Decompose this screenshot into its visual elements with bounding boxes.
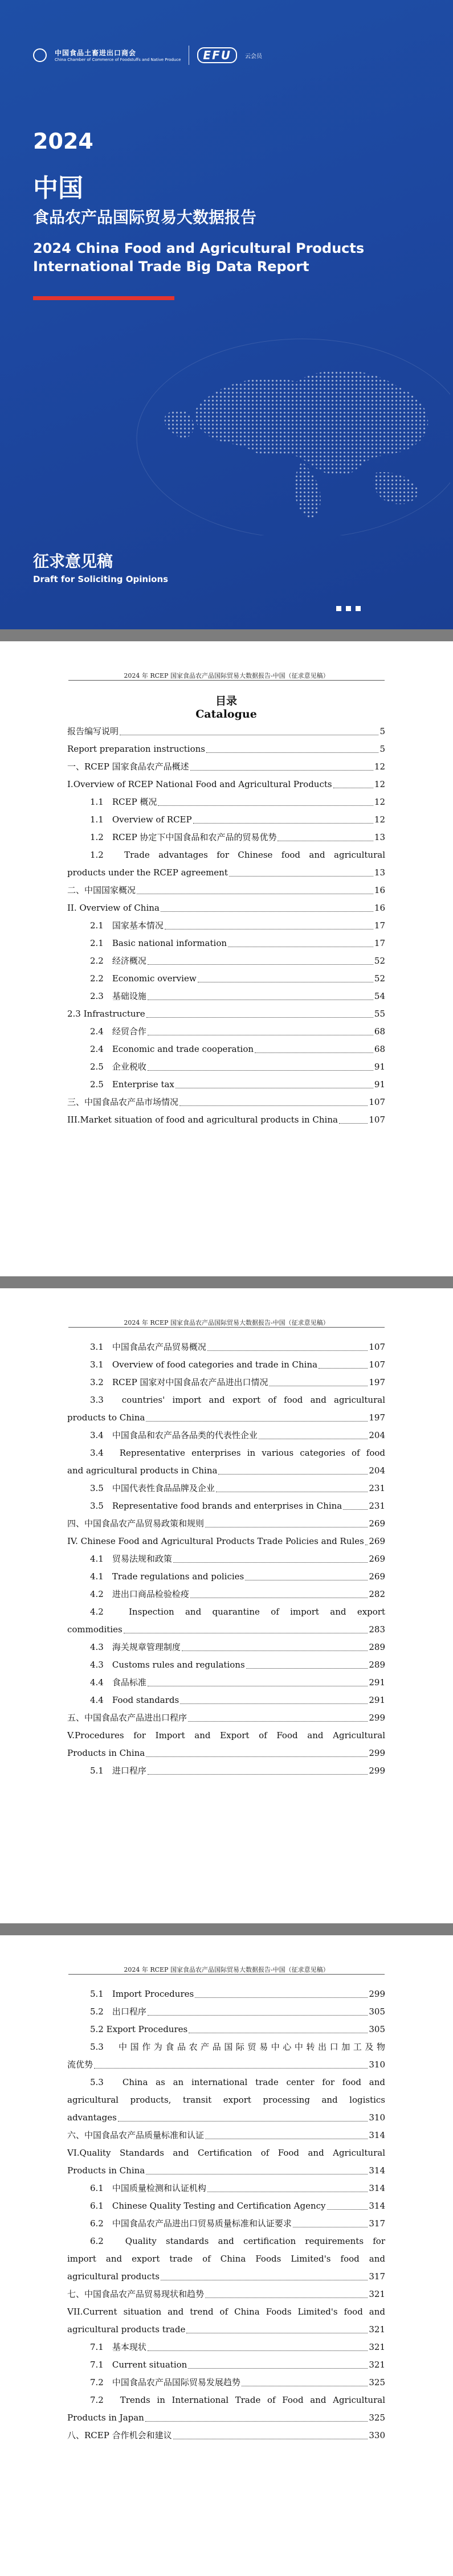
toc-page-number: 68 [374, 1026, 385, 1037]
toc-entry[interactable] [67, 1656, 385, 1674]
toc-entry[interactable] [67, 935, 385, 952]
toc-page-number: 291 [369, 1695, 385, 1705]
toc-page-number: 12 [374, 814, 385, 825]
cover-title-en-line2: International Trade Big Data Report [33, 259, 309, 275]
toc-entry-title: 2.5 Enterprise tax [90, 1079, 174, 1090]
toc-entry[interactable] [67, 2339, 385, 2356]
toc-entry[interactable] [67, 1727, 385, 1762]
toc-entry-title: 3.1 Overview of food categories and trade in China [90, 1359, 318, 1370]
toc-entry[interactable] [67, 740, 385, 758]
toc-entry[interactable] [67, 1550, 385, 1568]
toc-leader [148, 2015, 368, 2016]
toc-entry-title: 一、RCEP 国家食品农产品概述 [67, 761, 189, 772]
toc-entry-title: II. Overview of China [67, 903, 160, 913]
toc-entry[interactable] [67, 1762, 385, 1780]
header-rule [68, 1327, 385, 1328]
toc-entry-title: 5.1 进口程序 [90, 1766, 146, 1776]
toc-page-number: 269 [369, 1571, 385, 1582]
toc-entry-title: 4.2 Inspection and quarantine of import and export [90, 1607, 385, 1617]
toc-entry-title: 八、RCEP 合作机会和建议 [67, 2430, 172, 2440]
toc-page-number: 305 [369, 2006, 385, 2017]
toc-entry[interactable] [67, 1692, 385, 1709]
toc-entry[interactable] [67, 1338, 385, 1356]
partner-logo: EFU [197, 47, 237, 63]
toc-entry-title: 5.2 Export Procedures [90, 2024, 188, 2034]
toc-page-number: 269 [369, 1518, 385, 1529]
toc-page-1 [0, 641, 453, 1276]
toc-leader [205, 2297, 368, 2298]
toc-leader [118, 2121, 368, 2122]
toc-page-number: 13 [374, 832, 385, 842]
toc-leader [94, 2068, 368, 2069]
toc-page-number: 299 [369, 1766, 385, 1776]
toc-page-number: 13 [374, 867, 385, 878]
toc-entry[interactable] [67, 723, 385, 740]
toc-entry-title: 3.2 RCEP 国家对中国食品农产品进出口情况 [90, 1377, 268, 1387]
toc-page-number: 299 [369, 1989, 385, 1999]
toc-leader [327, 2209, 368, 2210]
toc-entry[interactable] [67, 1639, 385, 1656]
toc-entry-title: 3.5 Representative food brands and enterprises in China [90, 1501, 342, 1511]
toc-leader [195, 1997, 368, 1998]
toc-entry-title: 2.3 Infrastructure [67, 1009, 145, 1019]
toc-entry-title: 4.1 Trade regulations and policies [90, 1571, 244, 1582]
page-header: 2024 年 RCEP 国家食品农产品国际贸易大数据报告-中国（征求意见稿） [124, 672, 329, 679]
toc-list-2 [67, 1338, 385, 1780]
toc-entry-title-cont: Products in China [67, 1748, 145, 1758]
toc-page-number: 269 [369, 1554, 385, 1564]
toc-page-number: 231 [369, 1501, 385, 1511]
toc-list-3 [67, 1985, 385, 2444]
toc-entry[interactable] [67, 899, 385, 917]
toc-page-number: 310 [369, 2112, 385, 2123]
toc-page-number: 91 [374, 1062, 385, 1072]
toc-page-number: 317 [369, 2218, 385, 2229]
chamber-logo-icon [33, 48, 47, 62]
toc-entry[interactable] [67, 811, 385, 829]
toc-entry-title-cont: agricultural products trade [67, 2324, 186, 2335]
page-header: 2024 年 RCEP 国家食品农产品国际贸易大数据报告-中国（征求意见稿） [124, 1319, 329, 1326]
toc-leader [188, 2368, 368, 2369]
toc-entry[interactable] [67, 882, 385, 899]
toc-entry-title: 7.1 基本现状 [90, 2342, 146, 2352]
toc-entry[interactable] [67, 2021, 385, 2038]
toc-entry-title: 六、中国食品农产品质量标准和认证 [67, 2130, 205, 2140]
toc-leader [146, 1017, 373, 1018]
toc-entry-title-cont: products under the RCEP agreement [67, 867, 228, 878]
toc-page-number: 52 [374, 956, 385, 966]
report-cover [0, 0, 453, 629]
toc-leader [158, 805, 373, 806]
toc-entry[interactable] [67, 793, 385, 811]
cover-logos [33, 46, 262, 65]
toc-page-number: 16 [374, 903, 385, 913]
toc-entry-title: Report preparation instructions [67, 744, 205, 754]
toc-page-number: 91 [374, 1079, 385, 1090]
toc-page-number: 325 [369, 2413, 385, 2423]
toc-page-number: 12 [374, 761, 385, 772]
toc-entry-title-cont: Products in Japan [67, 2413, 144, 2423]
toc-entry-title: 4.4 食品标准 [90, 1677, 146, 1688]
toc-entry[interactable] [67, 1515, 385, 1533]
toc-entry[interactable] [67, 1041, 385, 1058]
toc-page-number: 299 [369, 1748, 385, 1758]
toc-leader [255, 1052, 373, 1053]
toc-entry[interactable] [67, 2215, 385, 2233]
toc-entry[interactable] [67, 1058, 385, 1076]
toc-page-number: 321 [369, 2360, 385, 2370]
toc-entry-title: I.Overview of RCEP National Food and Agricultural Products [67, 779, 332, 789]
toc-entry-title: 1.2 Trade advantages for Chinese food and agricultural [90, 850, 385, 860]
toc-page-number: 17 [374, 920, 385, 931]
toc-page-number: 197 [369, 1412, 385, 1423]
toc-entry[interactable] [67, 1603, 385, 1639]
toc-page-number: 17 [374, 938, 385, 948]
toc-page-number: 5 [379, 744, 385, 754]
toc-page-number: 283 [369, 1624, 385, 1635]
toc-entry-title: 5.3 China as an international trade center for food and [90, 2077, 385, 2087]
toc-page-number: 107 [369, 1115, 385, 1125]
toc-title-cn: 目录 [215, 695, 237, 707]
toc-entry[interactable] [67, 988, 385, 1005]
toc-leader [229, 876, 373, 877]
toc-leader [343, 1509, 368, 1510]
toc-entry[interactable] [67, 2391, 385, 2427]
toc-entry-title: 1.2 RCEP 协定下中国食品和农产品的贸易优势 [90, 832, 277, 842]
toc-entry-title: 5.1 Import Procedures [90, 1989, 194, 1999]
toc-entry-title-cont: agricultural products [67, 2271, 160, 2282]
cover-title-en-line1: 2024 China Food and Agricultural Products [33, 240, 365, 256]
toc-entry-title: 7.1 Current situation [90, 2360, 187, 2370]
toc-leader [188, 1721, 368, 1722]
toc-entry-title-cont: advantages [67, 2112, 117, 2123]
toc-entry[interactable] [67, 917, 385, 935]
toc-entry[interactable] [67, 1568, 385, 1586]
header-rule [68, 680, 385, 681]
toc-entry-title: 6.1 Chinese Quality Testing and Certification Agency [90, 2201, 326, 2211]
toc-page-number: 321 [369, 2342, 385, 2352]
toc-page-number: 107 [369, 1359, 385, 1370]
toc-page-number: 204 [369, 1465, 385, 1476]
toc-page-number: 282 [369, 1589, 385, 1599]
toc-page-number: 16 [374, 885, 385, 895]
toc-entry-title: 7.2 Trends in International Trade of Food and Agricultural [90, 2395, 385, 2405]
toc-leader [246, 1668, 368, 1669]
toc-leader [148, 2350, 368, 2351]
toc-entry[interactable] [67, 1533, 385, 1550]
toc-entry[interactable] [67, 1023, 385, 1041]
toc-entry-title: 5.2 出口程序 [90, 2006, 146, 2017]
draft-label-cn: 征求意见稿 [33, 552, 113, 571]
toc-page-number: 321 [369, 2289, 385, 2299]
toc-entry-title: 2.4 Economic and trade cooperation [90, 1044, 254, 1054]
toc-page-number: 289 [369, 1660, 385, 1670]
toc-leader [319, 1368, 368, 1369]
toc-entry-title: 6.2 Quality standards and certification requirements for [90, 2236, 385, 2246]
chamber-name-cn: 中国食品土畜进出口商会 [55, 49, 137, 57]
toc-page-number: 314 [369, 2130, 385, 2140]
toc-entry-title: 6.1 中国质量检测和认证机构 [90, 2183, 206, 2193]
cover-country: 中国 [33, 174, 83, 203]
toc-entry[interactable] [67, 1374, 385, 1391]
toc-entry[interactable] [67, 1111, 385, 1129]
toc-entry[interactable] [67, 1391, 385, 1427]
toc-leader [339, 1123, 368, 1124]
toc-entry[interactable] [67, 846, 385, 882]
toc-entry-title: 2.1 国家基本情况 [90, 920, 164, 931]
cover-year: 2024 [33, 129, 93, 154]
toc-entry[interactable] [67, 1094, 385, 1111]
toc-page-number: 5 [379, 726, 385, 736]
toc-entry-title: 4.1 贸易法规和政策 [90, 1554, 172, 1564]
toc-entry-title-cont: agricultural products, transit export processing and logistics [67, 2095, 385, 2105]
toc-leader [148, 1070, 373, 1071]
toc-list-1 [67, 693, 385, 1129]
toc-entry[interactable] [67, 2356, 385, 2374]
chamber-name [55, 48, 181, 63]
toc-leader [161, 911, 373, 912]
toc-leader [180, 1703, 368, 1704]
toc-page-number: 291 [369, 1677, 385, 1688]
toc-entry[interactable] [67, 2074, 385, 2127]
page-header: 2024 年 RCEP 国家食品农产品国际贸易大数据报告-中国（征求意见稿） [124, 1966, 329, 1973]
toc-entry-title: 2.2 经济概况 [90, 956, 146, 966]
toc-entry-title: 二、中国国家概况 [67, 885, 136, 895]
toc-entry-title: 2.2 Economic overview [90, 973, 197, 984]
toc-page-number: 305 [369, 2024, 385, 2034]
toc-page-number: 12 [374, 797, 385, 807]
toc-entry-title: 6.2 中国食品农产品进出口贸易质量标准和认证要求 [90, 2218, 292, 2229]
toc-entry[interactable] [67, 2003, 385, 2021]
toc-entry[interactable] [67, 2180, 385, 2197]
toc-page-number: 52 [374, 973, 385, 984]
toc-entry-title: 2.1 Basic national information [90, 938, 227, 948]
toc-page-2 [0, 1288, 453, 1923]
toc-entry[interactable] [67, 2427, 385, 2444]
toc-page-number: 107 [369, 1097, 385, 1107]
toc-page-number: 314 [369, 2165, 385, 2176]
toc-entry-title: 7.2 中国食品农产品国际贸易发展趋势 [90, 2377, 240, 2387]
toc-leader [146, 1421, 368, 1422]
cover-accent-bar [33, 296, 174, 300]
toc-entry-title: 2.4 经贸合作 [90, 1026, 146, 1037]
toc-entry[interactable] [67, 2197, 385, 2215]
toc-entry-title-cont: products to China [67, 1412, 145, 1423]
toc-entry[interactable] [67, 1005, 385, 1023]
toc-entry[interactable] [67, 1586, 385, 1603]
toc-entry-title: IV. Chinese Food and Agricultural Products Trade Policies and Rules [67, 1536, 364, 1546]
toc-page-number: 68 [374, 1044, 385, 1054]
toc-entry-title: 四、中国食品农产品贸易政策和规则 [67, 1518, 205, 1529]
toc-page-number: 314 [369, 2201, 385, 2211]
cover-page-dots [336, 603, 365, 613]
toc-entry[interactable] [67, 1076, 385, 1094]
toc-leader [207, 1350, 368, 1351]
toc-entry[interactable] [67, 1709, 385, 1727]
toc-entry-title: 五、中国食品农产品进出口程序 [67, 1713, 187, 1723]
toc-entry-title: VII.Current situation and trend of China Foods Limited's food and [67, 2307, 385, 2317]
world-map-graphic-icon [131, 319, 450, 535]
toc-entry-title: 报告编写说明 [67, 726, 119, 736]
toc-page-number: 289 [369, 1642, 385, 1652]
toc-page-number: 321 [369, 2324, 385, 2335]
toc-page-number: 314 [369, 2183, 385, 2193]
toc-entry-title: 3.3 countries' import and export of food and agricultural [90, 1395, 385, 1405]
toc-entry-title: 4.3 海关规章管理制度 [90, 1642, 181, 1652]
toc-entry-title: 2.5 企业税收 [90, 1062, 146, 1072]
toc-entry[interactable] [67, 2038, 385, 2074]
toc-entry[interactable] [67, 776, 385, 793]
header-rule [68, 1974, 385, 1975]
toc-leader [218, 1474, 368, 1475]
toc-entry-title-cont: and agricultural products in China [67, 1465, 218, 1476]
toc-leader [206, 752, 378, 753]
toc-entry[interactable] [67, 2144, 385, 2180]
toc-title-en: Catalogue [195, 708, 257, 720]
toc-leader [145, 2421, 368, 2422]
toc-entry-title: 3.4 Representative enterprises in various categories of food [90, 1448, 385, 1458]
toc-page-number: 269 [369, 1536, 385, 1546]
toc-leader [193, 823, 373, 824]
toc-page-number: 310 [369, 2059, 385, 2070]
toc-entry[interactable] [67, 2374, 385, 2391]
toc-leader [148, 1774, 368, 1775]
toc-entry-title: 1.1 RCEP 概况 [90, 797, 157, 807]
toc-entry-title: 1.1 Overview of RCEP [90, 814, 192, 825]
toc-entry[interactable] [67, 1356, 385, 1374]
toc-entry[interactable] [67, 758, 385, 776]
toc-entry[interactable] [67, 2286, 385, 2303]
partner-logo-sub: 云会员 [244, 53, 262, 60]
toc-page-number: 325 [369, 2377, 385, 2387]
toc-page-number: 299 [369, 1713, 385, 1723]
toc-leader [179, 1105, 368, 1106]
chamber-name-en: China Chamber of Commerce of Foodstuffs and Native Produce [55, 58, 181, 62]
toc-entry-title-cont: 流优势 [67, 2059, 93, 2070]
toc-entry[interactable] [67, 1427, 385, 1444]
toc-leader [146, 1756, 368, 1757]
toc-page-number: 330 [369, 2430, 385, 2440]
toc-entry-title: VI.Quality Standards and Certification of Food and Agricultural [67, 2148, 385, 2158]
toc-entry-title: 5.3 中国作为食品农产品国际贸易中心中转出口加工及物 [90, 2042, 385, 2052]
toc-entry-title: 3.4 中国食品和农产品各品类的代表性企业 [90, 1430, 258, 1440]
toc-page-number: 107 [369, 1342, 385, 1352]
toc-entry-title-cont: Products in China [67, 2165, 145, 2176]
toc-entry-title: 三、中国食品农产品市场情况 [67, 1097, 179, 1107]
toc-entry-title-cont: import and export trade of China Foods Limited's food and [67, 2254, 385, 2264]
toc-entry[interactable] [67, 1674, 385, 1692]
cover-title-cn: 食品农产品国际贸易大数据报告 [33, 208, 257, 227]
toc-entry-title: 4.4 Food standards [90, 1695, 179, 1705]
toc-leader [173, 1562, 368, 1563]
toc-entry-title: 4.3 Customs rules and regulations [90, 1660, 245, 1670]
toc-entry[interactable] [67, 2127, 385, 2144]
toc-page-number: 204 [369, 1430, 385, 1440]
toc-entry[interactable] [67, 829, 385, 846]
toc-leader [190, 770, 373, 771]
toc-leader [148, 964, 373, 965]
toc-entry[interactable] [67, 1497, 385, 1515]
toc-entry-title: 2.3 基础设施 [90, 991, 146, 1001]
draft-label-en: Draft for Soliciting Opinions [33, 574, 169, 584]
toc-entry[interactable] [67, 2233, 385, 2286]
toc-page-number: 54 [374, 991, 385, 1001]
toc-page-number: 231 [369, 1483, 385, 1493]
toc-entry[interactable] [67, 2303, 385, 2339]
toc-entry-title: 3.1 中国食品农产品贸易概况 [90, 1342, 206, 1352]
toc-entry[interactable] [67, 1985, 385, 2003]
toc-page-number: 12 [374, 779, 385, 789]
toc-entry-title: 七、中国食品农产品贸易现状和趋势 [67, 2289, 205, 2299]
toc-entry-title: V.Procedures for Import and Export of Food and Agricultural [67, 1730, 385, 1740]
toc-entry[interactable] [67, 970, 385, 988]
toc-entry[interactable] [67, 1444, 385, 1480]
toc-entry[interactable] [67, 952, 385, 970]
toc-page-number: 55 [374, 1009, 385, 1019]
toc-entry-title: III.Market situation of food and agricultural products in China [67, 1115, 338, 1125]
toc-entry-title: 3.5 中国代表性食品品牌及企业 [90, 1483, 215, 1493]
toc-page-number: 197 [369, 1377, 385, 1387]
toc-page-3 [0, 1935, 453, 2576]
toc-page-number: 317 [369, 2271, 385, 2282]
toc-entry-title-cont: commodities [67, 1624, 123, 1635]
toc-entry-title: 4.2 进出口商品检验检疫 [90, 1589, 189, 1599]
toc-entry[interactable] [67, 1480, 385, 1497]
